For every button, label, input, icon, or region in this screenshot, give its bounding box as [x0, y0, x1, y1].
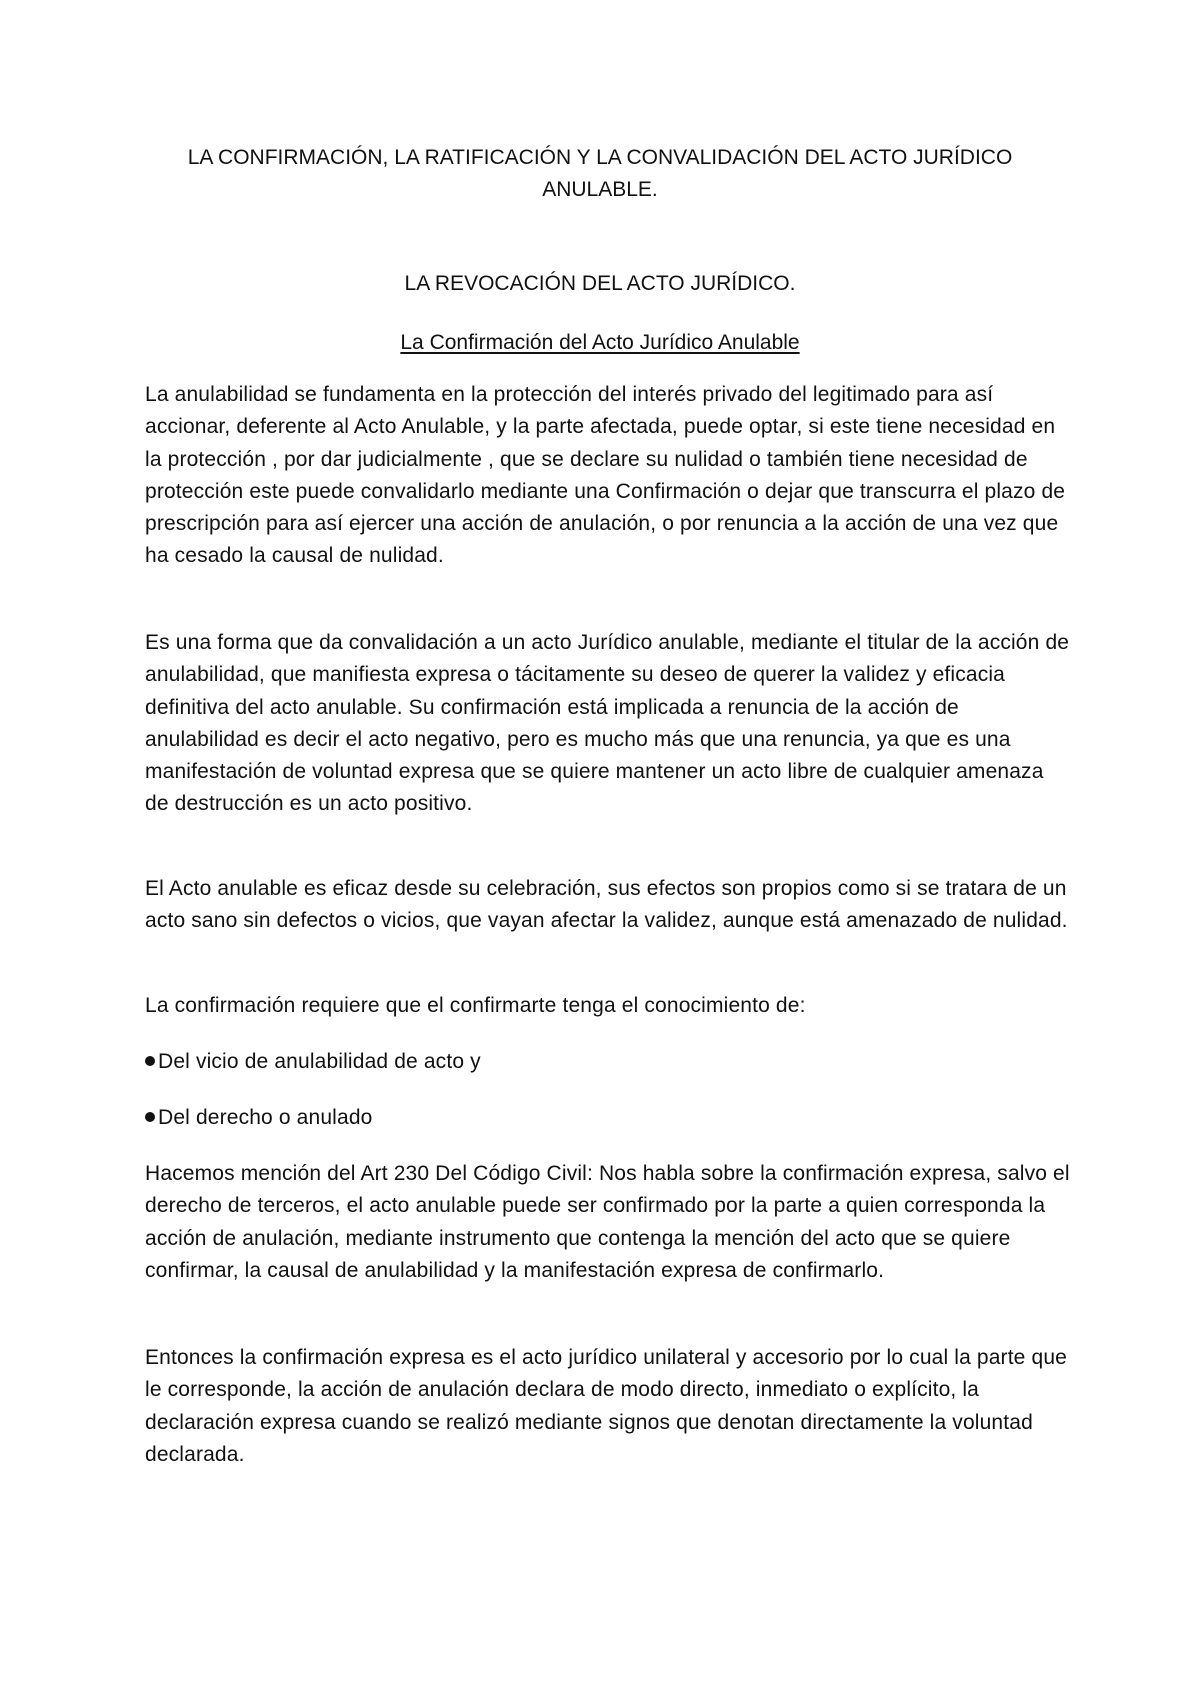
document-title: LA CONFIRMACIÓN, LA RATIFICACIÓN Y LA CONVALIDACIÓN DEL ACTO JURÍDICO ANULABLE.	[187, 146, 1013, 201]
bullet-dot-icon	[145, 1112, 155, 1122]
bullet-dot-icon	[145, 1056, 155, 1066]
paragraph-1: La anulabilidad se fundamenta en la protección del interés privado del legitimado para así accionar, deferente al Acto Anulable, y la parte afectada, puede optar, si este tiene necesidad en la protección , por dar judicialmente , que se declare su nulidad o también tiene necesidad de protección este puede convalidarlo mediante una Confirmación o dejar que transcurra el plazo de prescripción para así ejercer una acción de anulación, o por renuncia a la acción de una vez que ha cesado la causal de nulidad.	[145, 383, 1066, 568]
paragraph-5: Hacemos mención del Art 230 Del Código Civil: Nos habla sobre la confirmación expresa, salvo el derecho de terceros, el acto anulable puede ser confirmado por la parte a quien corresponda la acción de anulación, mediante instrumento que contenga la mención del acto que se quiere confirmar, la causal de anulabilidad y la manifestación expresa de confirmarlo.	[145, 1162, 1070, 1282]
bullet-item	[145, 1046, 1070, 1078]
section-title: La Confirmación del Acto Jurídico Anulable	[400, 331, 800, 354]
paragraph-6: Entonces la confirmación expresa es el acto jurídico unilateral y accesorio por lo cual la parte que le corresponde, la acción de anulación declara de modo directo, inmediato o explícito, la declaración expresa cuando se realizó mediante signos que denotan directamente la voluntad declarada.	[145, 1346, 1067, 1466]
paragraph-2: Es una forma que da convalidación a un acto Jurídico anulable, mediante el titular de la acción de anulabilidad, que manifiesta expresa o tácitamente su deseo de querer la validez y eficacia definitiva del acto anulable. Su confirmación está implicada a renuncia de la acción de anulabilidad es decir el acto negativo, pero es mucho más que una renuncia, ya que es una manifestación de voluntad expresa que se quiere mantener un acto libre de cualquier amenaza de destrucción es un acto positivo.	[145, 631, 1070, 816]
bullet-text: Del derecho o anulado	[158, 1106, 373, 1129]
paragraph-4: La confirmación requiere que el confirmarte tenga el conocimiento de:	[145, 994, 806, 1017]
document-subtitle: LA REVOCACIÓN DEL ACTO JURÍDICO.	[404, 272, 796, 295]
paragraph-3: El Acto anulable es eficaz desde su celebración, sus efectos son propios como si se tratara de un acto sano sin defectos o vicios, que vayan afectar la validez, aunque está amenazado de nulidad.	[145, 877, 1068, 933]
bullet-text: Del vicio de anulabilidad de acto y	[158, 1050, 481, 1073]
bullet-item	[145, 1102, 1070, 1134]
